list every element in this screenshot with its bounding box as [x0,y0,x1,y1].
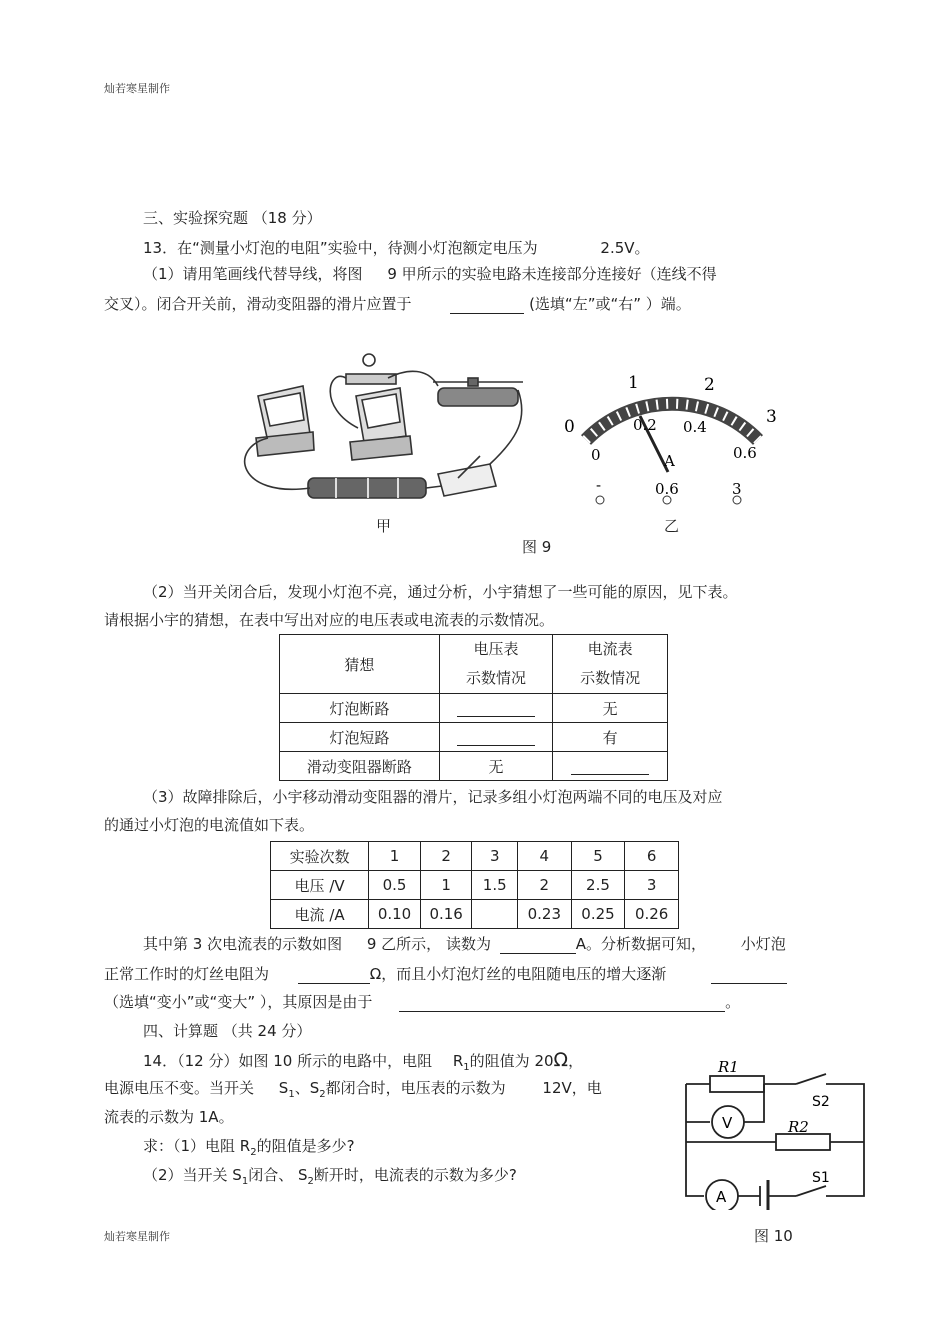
label-r1: R1 [718,1058,739,1076]
table-cell: 2.5 [571,871,625,900]
resistor-r2 [776,1134,830,1150]
table-row [280,752,668,781]
table-row [280,723,668,752]
omega-symbol: Ω [553,1049,569,1071]
top-scale-3: 3 [766,407,777,427]
q13-p1-line2 [104,294,691,314]
q13-voltage: 2.5V。 [600,239,650,257]
bottom-scale-0-6: 0.6 [733,444,757,462]
table-cell: 灯泡断路 [280,694,440,723]
q14-l1-c: 的阻值为 20 [469,1052,554,1070]
data-table [270,841,679,929]
table-cell: 4 [518,842,572,871]
q13-p2-line2: 请根据小宇的猜想，在表中写出对应的电压表或电流表的示数情况。 [104,611,555,629]
bottom-scale-0: 0 [591,446,601,464]
page-footer: 灿若寒星制作 [104,1230,170,1243]
q14-l4-b: 的阻值是多少? [256,1137,355,1155]
terminal-3: 3 [732,480,742,498]
table-cell [553,752,668,781]
bottom-scale-0-2: 0.2 [633,416,657,434]
figure-10-circuit [676,1050,876,1210]
q13-p1-c: 交叉）。闭合开关前，滑动变阻器的滑片应置于 [104,295,412,313]
table-cell: 2 [518,871,572,900]
table-cell [439,694,553,723]
q14-s1-sub: 1 [288,1089,295,1100]
table-cell: 0.5 [369,871,421,900]
table-cell: 3 [472,842,518,871]
q13-intro [143,238,650,258]
page-header: 灿若寒星制作 [104,82,170,95]
q13-p3-line2: 的通过小灯泡的电流值如下表。 [104,816,315,834]
circuit-apparatus [245,354,523,498]
table-cell: 滑动变阻器断路 [280,752,440,781]
table-cell: 0.23 [518,900,572,929]
q14-l1-d: ， [568,1052,584,1070]
table-cell: 无 [553,694,668,723]
terminal-circle-minus [596,496,604,504]
q14-l4-sub: 2 [250,1147,257,1158]
q13-p1-b: 9 甲所示的实验电路未连接部分连接好（连线不得 [387,265,717,283]
fig9-caption: 图 9 [522,538,552,556]
table-cell: 灯泡短路 [280,723,440,752]
table-cell: 6 [625,842,679,871]
fig9-label-jia: 甲 [376,517,392,535]
label-s2: S2 [812,1094,830,1110]
fig10-caption: 图 10 [754,1227,793,1245]
voltmeter-label: V [722,1114,733,1132]
table-cell: 0.25 [571,900,625,929]
answer-blank-row1-voltmeter[interactable] [457,700,535,717]
answer-blank-slider-position[interactable] [450,297,524,314]
table-cell [439,723,553,752]
table-row [271,842,679,871]
q13-p5-a: 正常工作时的灯丝电阻为 [104,965,270,983]
q14-line4 [143,1136,355,1163]
q13-p1-a: （1）请用笔画线代替导线，将图 [143,265,363,283]
ammeter-label: A [716,1188,727,1206]
q13-p4-a: 其中第 3 次电流表的示数如图 [143,935,343,953]
table-row [280,635,668,694]
table-header-ammeter [553,635,668,694]
q14-line1 [143,1050,583,1078]
meter-unit: A [664,452,675,470]
answer-blank-current-reading[interactable] [500,937,576,954]
q13-p4 [143,934,786,954]
header-voltmeter-l2: 示数情况 [465,669,526,687]
table-cell: 5 [571,842,625,871]
table-cell: 电流 /A [271,900,369,929]
q13-p4-b: 9 乙所示， 读数为 [366,935,491,953]
q13-p6 [104,992,740,1012]
label-s1: S1 [812,1170,830,1186]
q13-p5-b: Ω，而且小灯泡灯丝的电阻随电压的增大逐渐 [369,965,667,983]
q14-l4-a: 求：（1）电阻 R [143,1137,251,1155]
q14-line2 [104,1078,602,1105]
q14-l2-a: 电源电压不变。当开关 [104,1079,255,1097]
q14-line3: 流表的示数为 1A。 [104,1108,234,1126]
table-row [280,694,668,723]
table-cell: 电压 /V [271,871,369,900]
fig9-label-yi: 乙 [664,517,680,535]
table-cell: 0.10 [369,900,421,929]
table-cell: 1 [369,842,421,871]
header-ammeter-l1: 电流表 [587,640,633,658]
guess-table [279,634,668,781]
label-r2: R2 [788,1118,809,1136]
q14-l5-sub1: 1 [241,1176,249,1187]
q13-p3-line1: （3）故障排除后，小宇移动滑动变阻器的滑片，记录多组小灯泡两端不同的电压及对应 [143,788,723,806]
table-cell: 1 [420,871,472,900]
q13-intro-text: 13．在“测量小灯泡的电阻”实验中，待测小灯泡额定电压为 [143,239,538,257]
q14-r1-sub: 1 [463,1062,470,1073]
q13-p4-c: A。分析数据可知， [575,935,707,953]
q14-l2-c: 12V，电 [542,1079,602,1097]
q14-line5 [143,1165,517,1192]
section-3-heading: 三、实验探究题 （18 分） [143,209,322,227]
figure-9 [228,338,798,558]
q14-l5-b: 闭合、 S [248,1166,308,1184]
q14-l2-b: 都闭合时，电压表的示数为 [325,1079,506,1097]
table-cell [472,900,518,929]
answer-blank-row3-ammeter[interactable] [571,758,649,775]
q14-l5-c: 断开时，电流表的示数为多少? [313,1166,517,1184]
section-4-heading: 四、计算题 （共 24 分） [143,1022,312,1040]
q14-s1: S [278,1079,289,1097]
answer-blank-row2-voltmeter[interactable] [457,729,535,746]
terminal-minus: - [596,476,602,494]
top-scale-0: 0 [564,417,575,437]
q14-sep: 、 [294,1079,310,1097]
table-header-voltmeter [439,635,553,694]
q14-r1: R [452,1052,464,1070]
table-cell: 2 [420,842,472,871]
header-voltmeter-l1: 电压表 [473,640,519,658]
table-cell: 实验次数 [271,842,369,871]
terminal-0-6: 0.6 [655,480,679,498]
table-cell: 0.26 [625,900,679,929]
table-cell: 有 [553,723,668,752]
q13-p4-d: 小灯泡 [740,935,786,953]
table-cell: 3 [625,871,679,900]
top-scale-2: 2 [704,375,715,395]
table-cell: 0.16 [420,900,472,929]
header-ammeter-l2: 示数情况 [580,669,641,687]
q13-p6-b: 。 [725,993,741,1011]
q14-s2-sub: 2 [319,1089,326,1100]
table-cell: 1.5 [472,871,518,900]
resistor-r1 [710,1076,764,1092]
q13-p1-line1 [143,264,717,284]
q13-p5 [104,964,787,984]
q13-p2-line1: （2）当开关闭合后，发现小灯泡不亮，通过分析，小宇猜想了一些可能的原因，见下表。 [143,583,738,601]
q14-l5-sub2: 2 [307,1176,314,1187]
top-scale-1: 1 [628,373,639,393]
q14-l1-a: 14．（12 分）如图 10 所示的电路中，电阻 [143,1052,433,1070]
answer-blank-trend[interactable] [711,967,787,984]
table-cell: 无 [439,752,553,781]
q14-s2: S [309,1079,320,1097]
table-row [271,871,679,900]
q13-p6-a: （选填“变小”或“变大” ），其原因是由于 [104,993,373,1011]
bottom-scale-0-4: 0.4 [683,418,707,436]
answer-blank-resistance[interactable] [298,967,370,984]
answer-blank-reason[interactable] [399,995,725,1012]
table-header-guess: 猜想 [280,635,440,694]
q13-p1-d: (选填“左”或“右” ）端。 [529,295,691,313]
q14-l5-a: （2）当开关 S [143,1166,242,1184]
table-row [271,900,679,929]
